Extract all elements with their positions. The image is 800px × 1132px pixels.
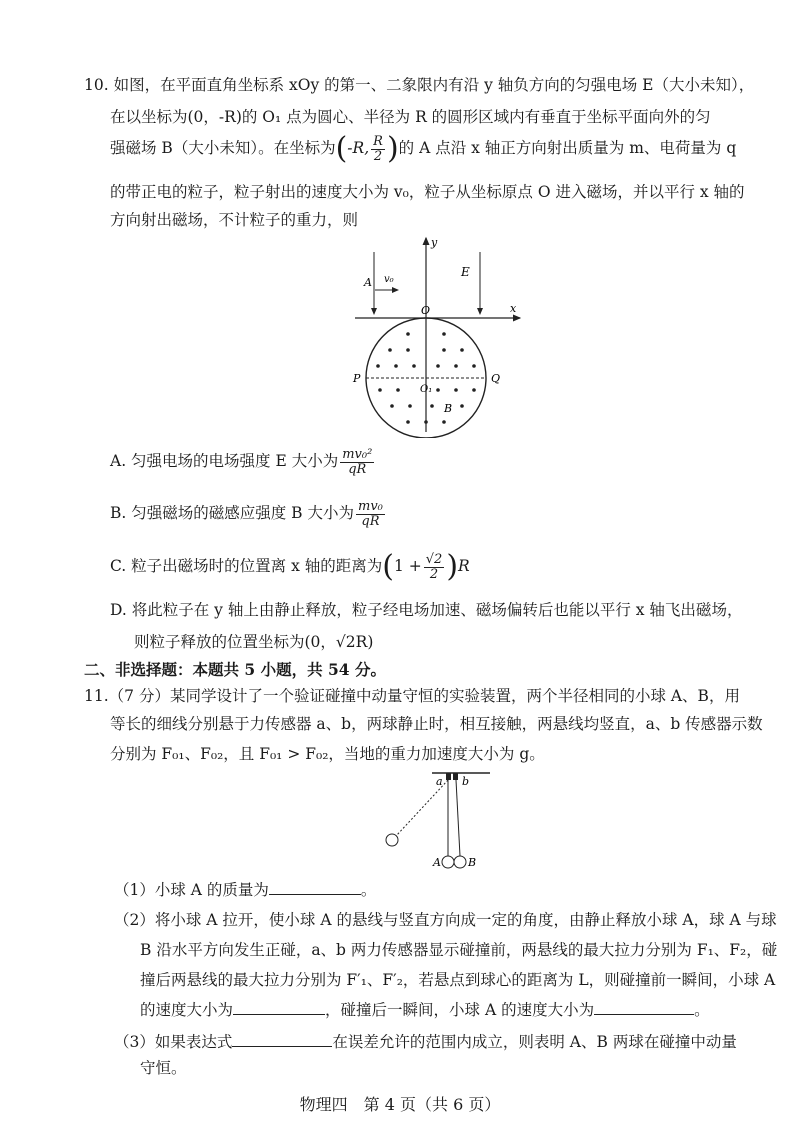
- q10-line4: 的带正电的粒子，粒子射出的速度大小为 v₀，粒子从坐标原点 O 进入磁场，并以平行 x 轴的: [110, 183, 745, 201]
- q10-line3-start: 强磁场 B（大小未知）。在坐标为: [110, 139, 336, 157]
- q11-part3-line2: 守恒。: [140, 1059, 187, 1077]
- q11-part1: （1）小球 A 的质量为 。: [114, 881, 377, 899]
- string-B: [456, 780, 460, 856]
- q10-line3: 强磁场 B（大小未知）。在坐标为(-R, $\frac{R}{2}$ )的 A 点沿 x 轴正方向射出质量为 m、电荷量为 q: [110, 131, 737, 166]
- q11-line3: 分别为 F₀₁、F₀₂，且 F₀₁ > F₀₂，当地的重力加速度大小为 g。: [110, 745, 545, 763]
- q10-option-C: C. 粒子出磁场时的位置离 x 轴的距离为(1 + $\frac{√2}{2}$ )R: [110, 549, 470, 584]
- option-C-fraction: $\frac{√2}{2}$: [425, 551, 443, 582]
- sensor-b: [453, 773, 458, 780]
- ball-A-label: A: [433, 856, 441, 869]
- q10-line3-end: 的 A 点沿 x 轴正方向射出质量为 m、电荷量为 q: [398, 139, 737, 157]
- y-axis-label: y: [431, 236, 438, 249]
- q11-pendulum-figure: [376, 770, 496, 870]
- q11-part2-line3: 撞后两悬线的最大拉力分别为 F′₁、F′₂，若悬点到球心的距离为 L，则碰撞前一瞬间，小球 A: [140, 971, 776, 989]
- option-A-fraction: $\frac{\text{mv₀²}}{qR}$: [342, 447, 373, 477]
- q10-coord-fraction: $\frac{R}{2}$: [373, 133, 383, 164]
- origin-O-label: O: [421, 304, 431, 317]
- answer-blank-1[interactable]: [269, 880, 361, 895]
- ball-B-label: B: [468, 856, 477, 869]
- section-2-heading: 二、非选择题：本题共 5 小题，共 54 分。: [84, 660, 386, 679]
- v0-label: v₀: [384, 274, 394, 285]
- q10-option-D-line2: 则粒子释放的位置坐标为(0，√2R): [134, 633, 374, 651]
- ball-B: [454, 856, 466, 868]
- answer-blank-2[interactable]: [233, 1000, 325, 1015]
- center-O1-label: O₁: [420, 384, 433, 395]
- x-axis-label: x: [510, 302, 517, 315]
- point-Q-label: Q: [491, 372, 501, 385]
- field-E-label: E: [461, 265, 470, 279]
- ball-A: [442, 856, 454, 868]
- q10-line2: 在以坐标为(0，-R)的 O₁ 点为圆心、半径为 R 的圆形区域内有垂直于坐标平面向外的匀: [110, 108, 711, 126]
- q10-option-B: B. 匀强磁场的磁感应强度 B 大小为 $\frac{\text{mv₀}}{qR}$: [110, 499, 383, 529]
- q11-part2-line1: （2）将小球 A 拉开，使小球 A 的悬线与竖直方向成一定的角度，由静止释放小球 A，球 A 与球: [114, 911, 777, 929]
- q10-option-A: A. 匀强电场的电场强度 E 大小为 $\frac{\text{mv₀²}}{qR}$: [110, 447, 373, 477]
- point-B-label: B: [444, 402, 453, 415]
- point-A-label: A: [364, 276, 372, 289]
- option-B-fraction: $\frac{\text{mv₀}}{qR}$: [358, 499, 383, 529]
- q11-part3-line1: （3）如果表达式 在误差允许的范围内成立，则表明 A、B 两球在碰撞中动量: [114, 1033, 737, 1051]
- q11-line2: 等长的细线分别悬于力传感器 a、b，两球静止时，相互接触，两悬线均竖直，a、b 传感器示数: [110, 715, 763, 733]
- page-footer: 物理四 第 4 页（共 6 页）: [299, 1095, 501, 1114]
- q11-part2-line2: B 沿水平方向发生正碰，a、b 两力传感器显示碰撞前，两悬线的最大拉力分别为 F₁、F₂，碰: [140, 941, 778, 959]
- q10-coord-x: -R,: [347, 139, 370, 157]
- answer-blank-3[interactable]: [594, 1000, 694, 1015]
- point-P-label: P: [353, 372, 361, 385]
- q10-field-figure: [340, 232, 540, 438]
- q10-line5: 方向射出磁场，不计粒子的重力，则: [110, 211, 359, 229]
- answer-blank-4[interactable]: [232, 1032, 332, 1047]
- q10-line1: 10. 如图，在平面直角坐标系 xOy 的第一、二象限内有沿 y 轴负方向的匀强电场 E（大小未知），: [84, 76, 755, 94]
- string-A-deflected: [396, 780, 448, 836]
- sensor-a-label: a: [436, 775, 443, 788]
- q11-line1: 11.（7 分）某同学设计了一个验证碰撞中动量守恒的实验装置，两个半径相同的小球 A、B，用: [84, 687, 740, 705]
- ball-A-raised: [386, 834, 398, 846]
- q11-part2-line4: 的速度大小为 ，碰撞后一瞬间，小球 A 的速度大小为 。: [140, 1001, 710, 1019]
- sensor-a: [446, 773, 451, 780]
- q10-option-D-line1: D. 将此粒子在 y 轴上由静止释放，粒子经电场加速、磁场偏转后也能以平行 x 轴飞出磁场，: [110, 601, 743, 619]
- sensor-b-label: b: [462, 775, 470, 788]
